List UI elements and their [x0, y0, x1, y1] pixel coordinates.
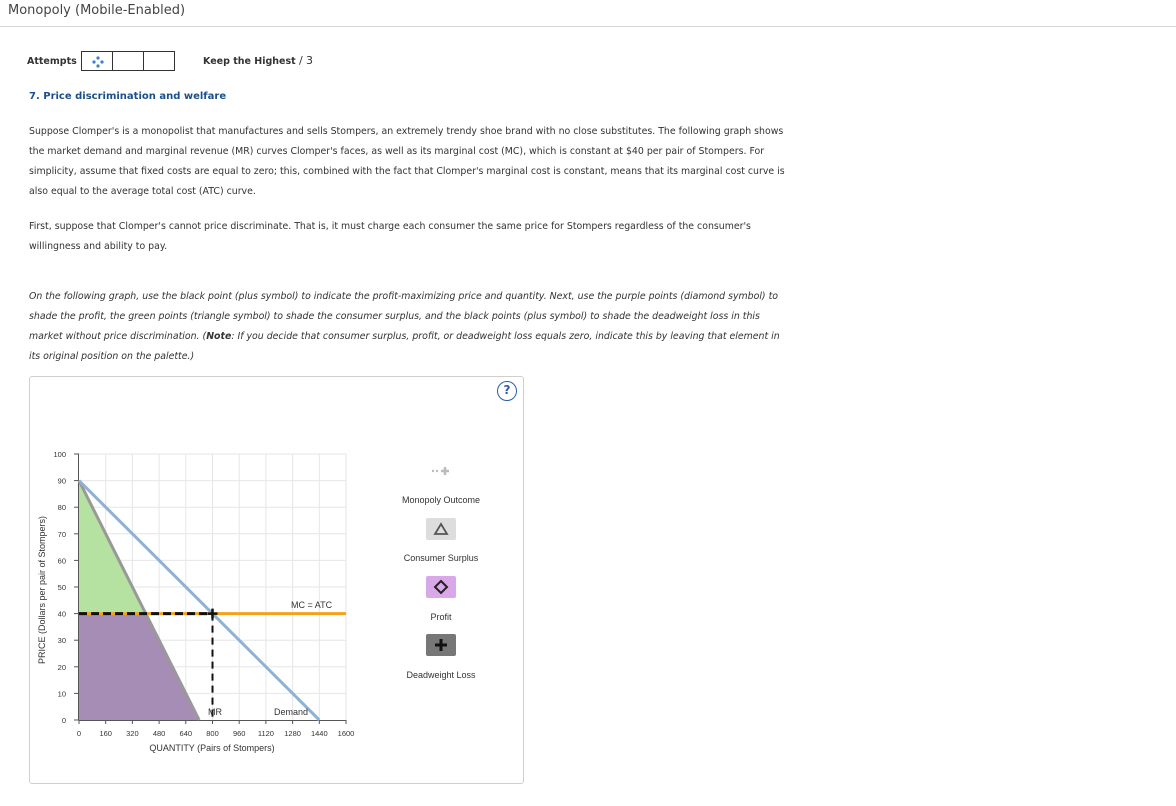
diamond-icon	[426, 576, 456, 598]
x-tick-label: 1120	[257, 729, 274, 738]
x-tick-label: 800	[206, 729, 219, 738]
monopoly-outcome-tool[interactable]	[428, 462, 454, 480]
instructions-text-a: On the following graph, use the black point (plus symbol) to indicate the profit-maximizing price and quantity. Next, use the purple points (diamond symbol) to shade the profit, the green points (triangle symbol) to shade the consumer surplus, and the black points (plus symbol) to shade the deadweight loss in this market without price discrimination. (	[29, 291, 778, 342]
x-axis-label: QUANTITY (Pairs of Stompers)	[149, 743, 275, 753]
x-tick-label: 640	[179, 729, 193, 738]
mc-atc-label: MC = ATC	[291, 600, 333, 610]
mr-label: MR	[208, 707, 222, 717]
y-tick-label: 20	[57, 662, 66, 672]
x-tick-label: 1280	[284, 729, 301, 738]
question-title: 7. Price discrimination and welfare	[29, 91, 227, 102]
palette-label-monopoly: Monopoly Outcome	[401, 495, 481, 505]
palette-label-profit: Profit	[430, 612, 452, 622]
assignment-title: Monopoly (Mobile-Enabled)	[8, 3, 186, 18]
instructions-text-b: : If you decide that consumer surplus, profit, or deadweight loss equals zero, indicate this by leaving that element in its original position on the palette.)	[29, 331, 780, 362]
keep-label: Keep the Highest	[203, 56, 296, 67]
palette-label-deadweight: Deadweight Loss	[406, 670, 476, 680]
x-tick-label: 960	[232, 729, 246, 738]
y-tick-label: 40	[57, 609, 66, 619]
help-button[interactable]: ?	[497, 381, 517, 401]
y-tick-label: 70	[57, 529, 66, 539]
profit-tool[interactable]	[426, 576, 456, 598]
y-tick-label: 60	[57, 556, 66, 566]
y-tick-label: 100	[53, 450, 66, 459]
y-tick-label: 80	[57, 503, 66, 513]
x-tick-label: 480	[152, 729, 166, 738]
keep-slash: /	[298, 54, 303, 67]
tool-dot-icon	[436, 470, 438, 472]
tool-dot-icon	[432, 470, 434, 472]
plus-icon	[426, 634, 456, 656]
x-tick-label: 160	[99, 729, 112, 738]
x-tick-label: 1440	[310, 729, 328, 738]
y-tick-label: 50	[57, 583, 66, 592]
y-tick-label: 10	[57, 689, 66, 699]
plus-icon	[441, 467, 449, 475]
x-tick-label: 0	[76, 729, 82, 738]
instructions-note: Note	[206, 331, 232, 342]
deadweight-loss-tool[interactable]	[426, 634, 456, 656]
attempts-label: Attempts	[27, 55, 77, 67]
keep-max: 3	[306, 54, 313, 67]
consumer-surplus-tool[interactable]	[426, 518, 456, 540]
y-tick-label: 0	[61, 716, 66, 725]
demand-label: Demand	[274, 707, 309, 717]
triangle-icon	[426, 518, 456, 540]
x-tick-label: 320	[126, 729, 139, 738]
y-tick-label: 30	[57, 636, 66, 646]
x-tick-label: 1600	[337, 729, 355, 738]
palette-label-consumer-surplus: Consumer Surplus	[403, 553, 479, 563]
question-paragraph-1: Suppose Clomper's is a monopolist that manufactures and sells Stompers, an extremely trendy shoe brand with no close substitutes. The following graph shows the market demand and marginal revenue (MR) curves Clomper's faces, as well as its marginal cost (MC), which is constant at $40 per pair of Stompers. For simplicity, assume that fixed costs are equal to zero; this, combined with the fact that Clomper's marginal cost is constant, means that its marginal cost curve is also equal to the average total cost (ATC) curve.	[29, 126, 785, 197]
question-paragraph-2: First, suppose that Clomper's cannot price discriminate. That is, it must charge each consumer the same price for Stompers regardless of the consumer's willingness and ability to pay.	[29, 221, 751, 252]
y-tick-label: 90	[57, 476, 66, 486]
y-axis-label: PRICE (Dollars per pair of Stompers)	[37, 515, 47, 665]
